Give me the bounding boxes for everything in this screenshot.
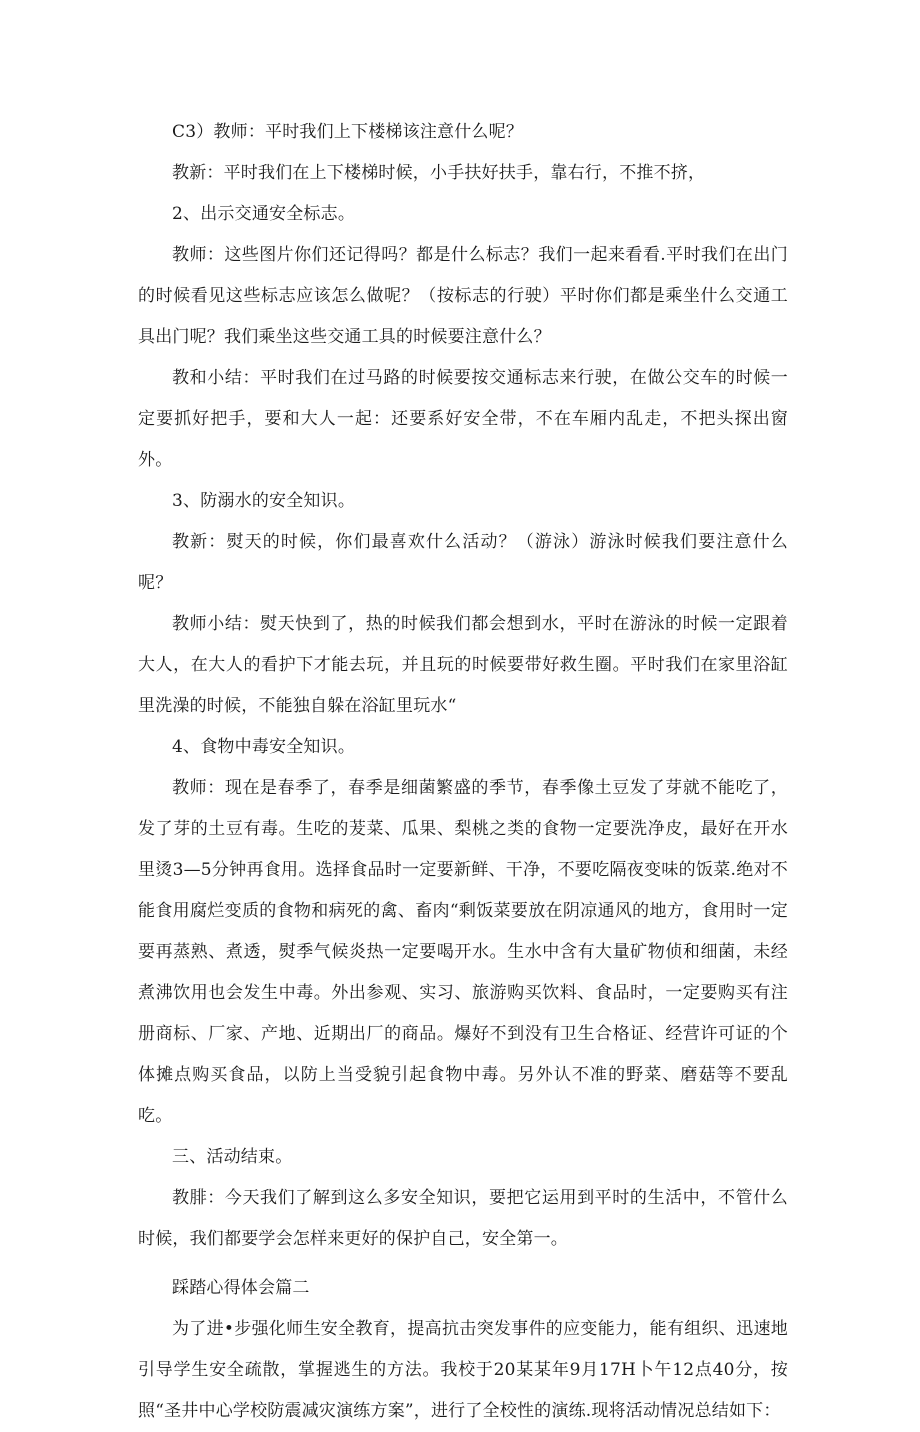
paragraph-drowning-summary: 教师小结：熨天快到了，热的时候我们都会想到水，平时在游泳的时候一定跟着大人，在大人的看护下才能去玩，并且玩的时候要带好救生圈。平时我们在家里浴缸里洗澡的时候，不能独自躲在浴缸里玩水“	[138, 614, 788, 716]
paragraph-stairs-question: C3）教师：平时我们上下楼梯该注意什么呢？	[172, 122, 524, 142]
paragraph-drill-intro: 为了进•步强化师生安全教育，提高抗击突发事件的应变能力，能有组织、迅速地引导学生安全疏散，掌握逃生的方法。我校于20某某年9月17H卜午12点40分，按照“圣井中心学校防震减灾演练方案”，进行了全校性的演练.现将活动情况总结如下：	[138, 1319, 788, 1421]
paragraph-traffic-summary: 教和小结：平时我们在过马路的时候要按交通标志来行驶，在做公交车的时候一定要抓好把手，要和大人一起：还要系好安全带，不在车厢内乱走，不把头探出窗外。	[138, 368, 788, 470]
paragraph-drowning-heading: 3、防溺水的安全知识。	[172, 491, 356, 511]
paragraph-activity-end: 教腓：今天我们了解到这么多安全知识，要把它运用到平时的生活中，不管什么时候，我们都要学会怎样来更好的保护自己，安全第一。	[138, 1188, 788, 1249]
paragraph-traffic-heading: 2、出示交通安全标志。	[172, 204, 356, 224]
paragraph-stairs-answer: 教新：平时我们在上下楼梯时候，小手扶好扶手，靠右行，不推不挤，	[172, 163, 706, 183]
section-title-part-two: 踩踏心得体会篇二	[172, 1278, 310, 1298]
paragraph-activity-end-heading: 三、活动结束。	[172, 1147, 293, 1167]
paragraph-food-safety: 教师：现在是春季了，春季是细菌繁盛的季节，春季像土豆发了芽就不能吃了，发了芽的土豆有毒。生吃的茇菜、瓜果、梨桃之类的食物一定要洗净皮，最好在开水里烫3—5分钟再食用。选择食品时一定要新鲜、干净，不要吃隔夜变味的饭菜.绝对不能食用腐烂变质的食物和病死的禽、畜肉“剩饭菜要放在阴凉通风的地方，食用时一定要再蒸熟、煮透，熨季气候炎热一定要喝开水。生水中含有大量矿物侦和细菌，未经煮沸饮用也会发生中毒。外出参观、实习、旅游购买饮料、食品时，一定要购买有注册商标、厂家、产地、近期出厂的商品。爆好不到没有卫生合格证、经营许可证的个体摊点购买食品，以防上当受貌引起食物中毒。另外认不准的野菜、磨菇等不要乱吃。	[138, 778, 788, 1126]
paragraph-food-heading: 4、食物中毒安全知识。	[172, 737, 356, 757]
paragraph-traffic-question: 教师：这些图片你们还记得吗？都是什么标志？我们一起来看看.平时我们在出门的时候看见这些标志应该怎么做呢？（按标志的行驶）平时你们都是乘坐什么交通工具出门呢？我们乘坐这些交通工具的时候要注意什么？	[138, 245, 788, 347]
paragraph-drowning-question: 教新：熨天的时候，你们最喜欢什么活动？（游泳）游泳时候我们要注意什么呢？	[138, 532, 788, 593]
document-body	[138, 112, 788, 1432]
